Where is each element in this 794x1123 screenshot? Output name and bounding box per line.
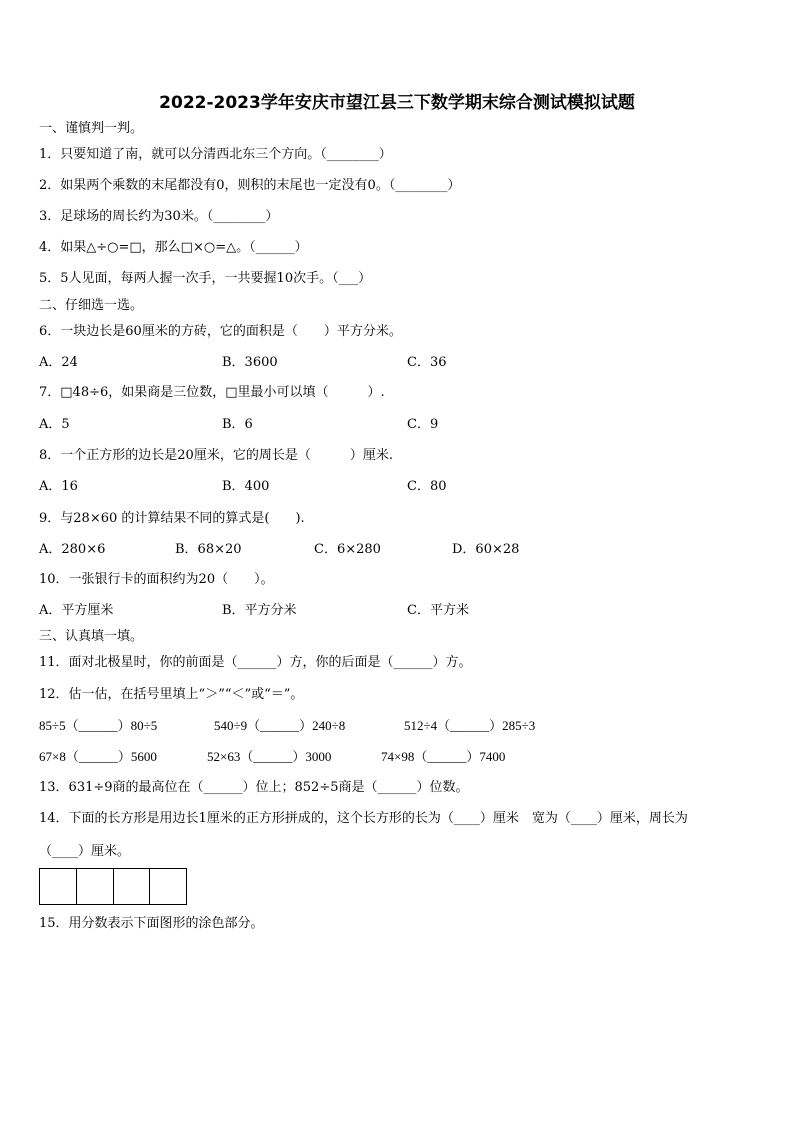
question-9-option-a: A．280×6 [39,542,106,557]
question-12-item: 52×63（______）3000 [207,749,332,764]
question-8-stem: 8．一个正方形的边长是20厘米，它的周长是（ ）厘米. [39,448,393,463]
question-10-option-b: B．平方分米 [222,603,297,618]
question-6-option-b: B．3600 [222,355,278,370]
question-9-option-c: C．6×280 [314,542,381,557]
question-5: 5．5人见面，每两人握一次手，一共要握10次手。（___） [39,271,372,286]
question-8-option-c: C．80 [407,479,447,494]
rectangle-of-unit-squares [39,868,187,905]
question-14-line1: 14．下面的长方形是用边长1厘米的正方形拼成的，这个长方形的长为（____）厘米 宽为（____）厘米，周长为 [39,811,688,826]
question-12-stem: 12．估一估，在括号里填上“＞”“＜”或“＝”。 [39,687,304,702]
question-12-item: 67×8（______）5600 [39,749,157,764]
question-12-item: 74×98（______）7400 [381,749,506,764]
question-9-stem: 9．与28×60 的计算结果不同的算式是( ). [39,511,305,526]
question-9-option-b: B．68×20 [175,542,242,557]
question-7-option-b: B．6 [222,417,253,432]
question-6-stem: 6．一块边长是60厘米的方砖，它的面积是（ ）平方分米。 [39,324,402,339]
section-heading-fill: 三、认真填一填。 [39,629,144,644]
question-14-line2: （____）厘米。 [39,844,131,859]
question-1: 1．只要知道了南，就可以分清西北东三个方向。（________） [39,147,392,162]
question-12-item: 512÷4（______）285÷3 [404,718,536,733]
question-11: 11．面对北极星时，你的前面是（______）方，你的后面是（______）方。 [39,655,472,670]
page-title: 2022-2023学年安庆市望江县三下数学期末综合测试模拟试题 [159,93,635,113]
question-13: 13．631÷9商的最高位在（______）位上；852÷5商是（______）位数。 [39,780,469,795]
unit-square [114,869,151,904]
question-2: 2．如果两个乘数的末尾都没有0，则积的末尾也一定没有0。（________） [39,178,461,193]
question-8-option-b: B．400 [222,479,270,494]
question-12-item: 540÷9（______）240÷8 [214,718,346,733]
question-6-option-c: C．36 [407,355,447,370]
question-15: 15．用分数表示下面图形的涂色部分。 [39,916,264,931]
question-3: 3．足球场的周长约为30米。（________） [39,209,279,224]
question-7-stem: 7．□48÷6，如果商是三位数，□里最小可以填（ ）. [39,385,385,400]
question-12-item: 85÷5（______）80÷5 [39,718,158,733]
question-7-option-c: C．9 [407,417,439,432]
section-heading-choose: 二、仔细选一选。 [39,298,144,313]
unit-square [150,869,186,904]
question-9-option-d: D．60×28 [452,542,520,557]
question-7-option-a: A．5 [39,417,70,432]
section-heading-judge: 一、谨慎判一判。 [39,121,144,136]
unit-square [77,869,114,904]
unit-square [40,869,77,904]
question-6-option-a: A．24 [39,355,78,370]
question-4: 4．如果△÷○=□，那么□×○=△。（______） [39,240,308,255]
question-10-option-a: A．平方厘米 [39,603,114,618]
question-10-stem: 10．一张银行卡的面积约为20（ ）。 [39,572,274,587]
question-8-option-a: A．16 [39,479,78,494]
question-10-option-c: C．平方米 [407,603,469,618]
